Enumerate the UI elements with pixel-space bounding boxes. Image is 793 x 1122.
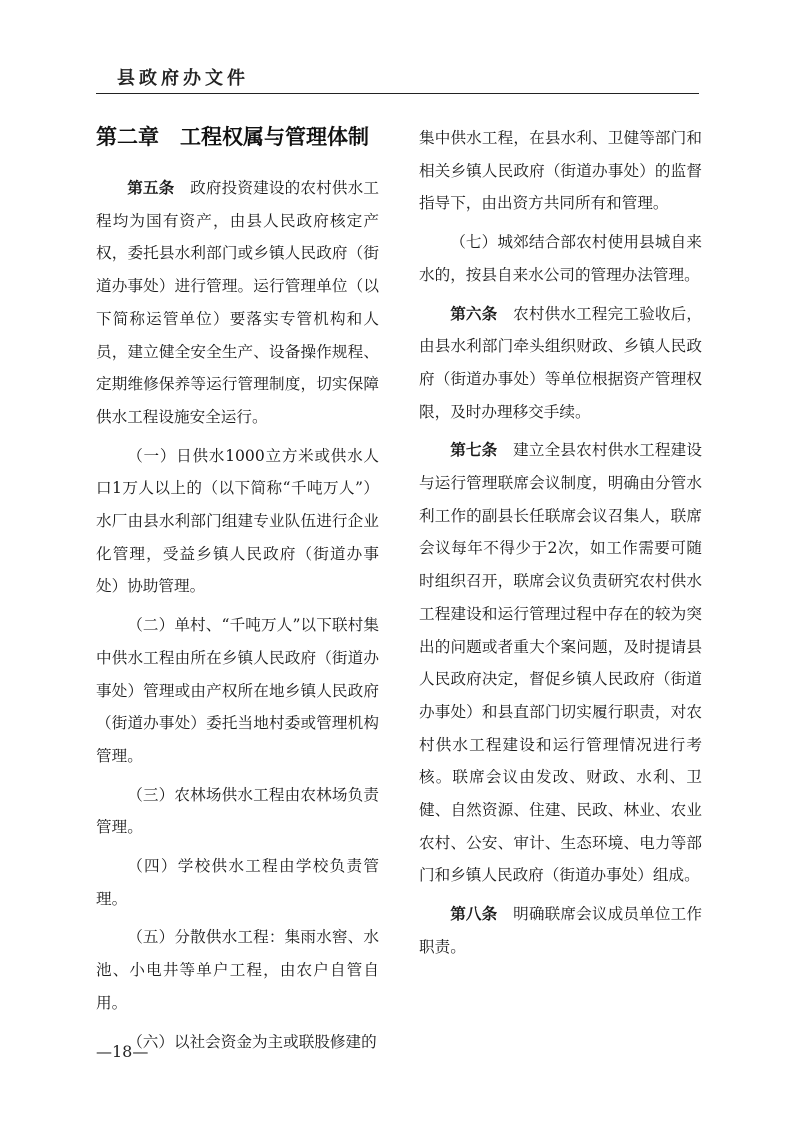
clause-6-continued: 集中供水工程，在县水利、卫健等部门和相关乡镇人民政府（街道办事处）的监督指导下，由出资方共同所有和管理。 [419,129,702,213]
clause-4: （四）学校供水工程由学校负责管理。 [96,857,379,908]
clause-2: （二）单村、“千吨万人”以下联村集中供水工程由所在乡镇人民政府（街道办事处）管理或由产权所在地乡镇人民政府（街道办事处）委托当地村委或管理机构管理。 [96,616,379,765]
article-8 [419,898,702,963]
article-label: 第七条 [450,441,498,460]
article-text: 明确联席会议成员单位工作职责。 [419,905,702,956]
chapter-title: 第二章 工程权属与管理体制 [96,125,369,149]
header-title: 县政府办文件 [117,68,249,89]
article-label: 第五条 [127,179,175,197]
clause-7: （七）城郊结合部农村使用县城自来水的，按县自来水公司的管理办法管理。 [419,233,702,284]
article-label: 第八条 [450,905,498,924]
article-text: 农村供水工程完工验收后，由县水利部门牵头组织财政、乡镇人民政府（街道办事处）等单位根据资产管理权限，及时办理移交手续。 [419,304,702,421]
article-6 [419,298,702,429]
article-7 [419,434,702,892]
article-text: 政府投资建设的农村供水工程均为国有资产，由县人民政府核定产权，委托县水利部门或乡镇人民政府（街道办事处）进行管理。运行管理单位（以下简称运管单位）要落实专管机构和人员，建立健全安全生产、设备操作规程、定期维修保养等运行管理制度，切实保障供水工程设施安全运行。 [96,179,379,426]
article-label: 第六条 [450,304,498,323]
clause-5: （五）分散供水工程：集雨水窖、水池、小电井等单户工程，由农户自管自用。 [96,928,379,1012]
article-text: 建立全县农村供水工程建设与运行管理联席会议制度，明确由分管水利工作的副县长任联席会议召集人，联席会议每年不得少于2次，如工作需要可随时组织召开，联席会议负责研究农村供水工程建设和运行管理过程中存在的较为突出的问题或者重大个案问题，及时提请县人民政府决定，督促乡镇人民政府（街道办事处）和县直部门切实履行职责，对农村供水工程建设和运行管理情况进行考核。联席会议由发改、财政、水利、卫健、自然资源、住建、民政、林业、农业农村、公安、审计、生态环境、电力等部门和乡镇人民政府（街道办事处）组成。 [419,441,702,885]
clause-3: （三）农林场供水工程由农林场负责管理。 [96,785,379,837]
clause-1: （一）日供水1000立方米或供水人口1万人以上的（以下简称“千吨万人”）水厂由县水利部门组建专业队伍进行企业化管理，受益乡镇人民政府（街道办事处）协助管理。 [96,446,379,596]
page-number: —18— [96,1042,149,1061]
left-column [96,172,379,1058]
article-5 [96,172,379,434]
clause-6: （六）以社会资金为主或联股修建的 [127,1032,377,1051]
right-column [419,122,702,964]
header-rule [96,93,699,94]
